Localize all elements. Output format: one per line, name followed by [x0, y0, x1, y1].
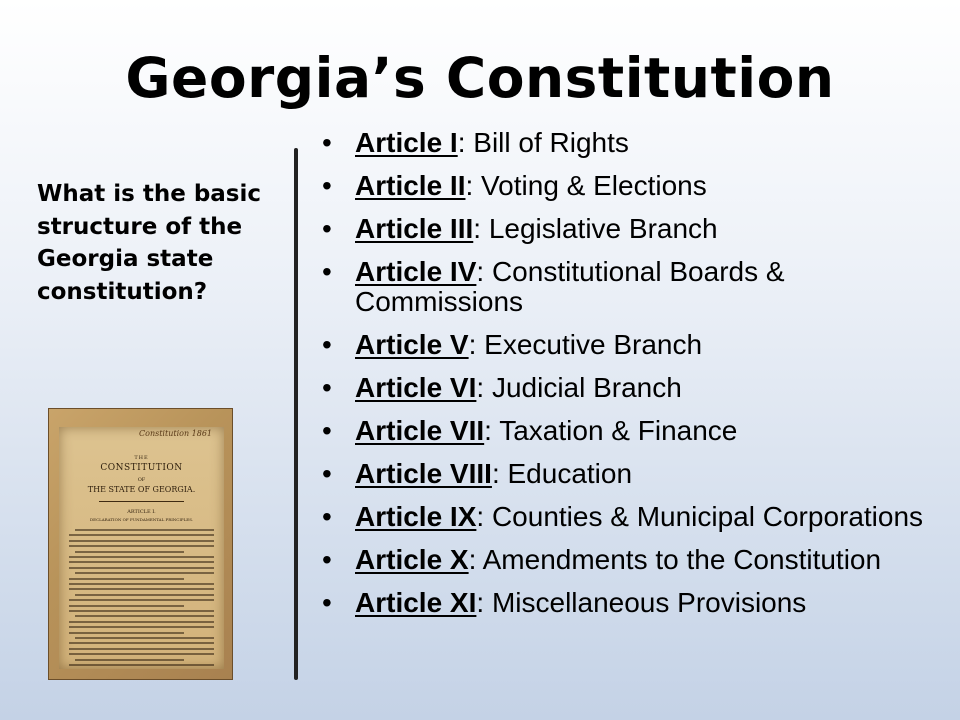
document-text-line	[69, 567, 214, 569]
article-description: : Miscellaneous Provisions	[476, 586, 807, 618]
article-item	[318, 502, 948, 532]
article-name: Article VI	[355, 371, 477, 403]
bullet-icon: •	[322, 213, 332, 244]
article-item	[318, 588, 948, 618]
document-text-line	[69, 648, 214, 650]
document-text-line	[75, 615, 214, 617]
article-name: Article VII	[355, 414, 485, 446]
document-text-line	[69, 642, 214, 644]
document-text-line	[69, 621, 214, 623]
bullet-icon: •	[322, 457, 332, 489]
bullet-icon: •	[322, 586, 332, 618]
bullet-icon: •	[322, 256, 332, 287]
article-description: : Amendments to the Constitution	[468, 543, 882, 575]
article-description: : Executive Branch	[468, 328, 703, 360]
document-text-line	[69, 653, 214, 655]
constitution-document-image	[48, 408, 233, 680]
article-description: : Voting & Elections	[465, 170, 707, 201]
document-rule	[99, 501, 184, 502]
article-item	[318, 214, 948, 244]
bullet-icon: •	[322, 543, 332, 575]
document-text-line	[75, 572, 214, 574]
question-text: What is the basic structure of the Georgia state constitution?	[37, 181, 262, 305]
document-text-line	[69, 610, 214, 612]
document-article: ARTICLE I.	[127, 509, 156, 515]
document-text-line	[69, 632, 184, 634]
bullet-icon: •	[322, 170, 332, 201]
document-text-line	[69, 534, 214, 536]
document-page	[59, 427, 224, 669]
article-item	[318, 373, 948, 403]
article-name: Article IV	[355, 256, 477, 287]
document-text-line	[69, 578, 184, 580]
handwritten-note: Constitution 1861	[139, 429, 212, 438]
document-subheading: DECLARATION OF FUNDAMENTAL PRINCIPLES.	[89, 517, 194, 522]
bullet-icon: •	[322, 500, 332, 532]
vertical-divider	[294, 148, 298, 680]
document-text-line	[69, 626, 214, 628]
document-text-line	[69, 561, 214, 563]
document-heading: CONSTITUTION	[100, 463, 183, 473]
document-text-line	[69, 605, 184, 607]
document-text-line	[75, 659, 184, 661]
document-text-line	[69, 588, 214, 590]
bullet-icon: •	[322, 328, 332, 360]
document-text-line	[75, 594, 214, 596]
article-item	[318, 459, 948, 489]
document-text-line	[75, 529, 214, 531]
article-item	[318, 257, 948, 316]
document-text-line	[69, 545, 214, 547]
document-of: OF	[137, 477, 146, 483]
page-title: Georgia’s Constitution	[125, 46, 835, 110]
article-item	[318, 416, 948, 446]
article-name: Article II	[355, 170, 466, 201]
document-text-line	[75, 551, 184, 553]
document-state: THE STATE OF GEORGIA.	[87, 485, 196, 494]
article-description: : Legislative Branch	[473, 213, 718, 244]
bullet-icon: •	[322, 127, 332, 158]
article-description: : Counties & Municipal Corporations	[476, 500, 924, 532]
document-text-line	[69, 599, 214, 601]
article-item	[318, 330, 948, 360]
article-item	[318, 128, 948, 158]
bullet-icon: •	[322, 414, 332, 446]
article-name: Article X	[355, 543, 469, 575]
document-text-line	[75, 637, 214, 639]
document-text-line	[69, 664, 214, 666]
article-item	[318, 545, 948, 575]
article-name: Article IX	[355, 500, 477, 532]
article-name: Article I	[355, 127, 458, 158]
document-text-line	[69, 583, 214, 585]
article-name: Article V	[355, 328, 469, 360]
article-name: Article III	[355, 213, 474, 244]
article-description: : Bill of Rights	[457, 127, 629, 158]
document-text-line	[69, 540, 214, 542]
article-item	[318, 171, 948, 201]
article-description: : Education	[491, 457, 633, 489]
article-name: Article VIII	[355, 457, 492, 489]
document-text-line	[69, 556, 214, 558]
article-description: : Constitutional Boards & Commissions	[355, 256, 785, 317]
bullet-icon: •	[322, 371, 332, 403]
document-the: THE	[134, 455, 149, 461]
article-description: : Judicial Branch	[476, 371, 682, 403]
article-list	[318, 128, 948, 631]
article-description: : Taxation & Finance	[484, 414, 738, 446]
article-name: Article XI	[355, 586, 477, 618]
